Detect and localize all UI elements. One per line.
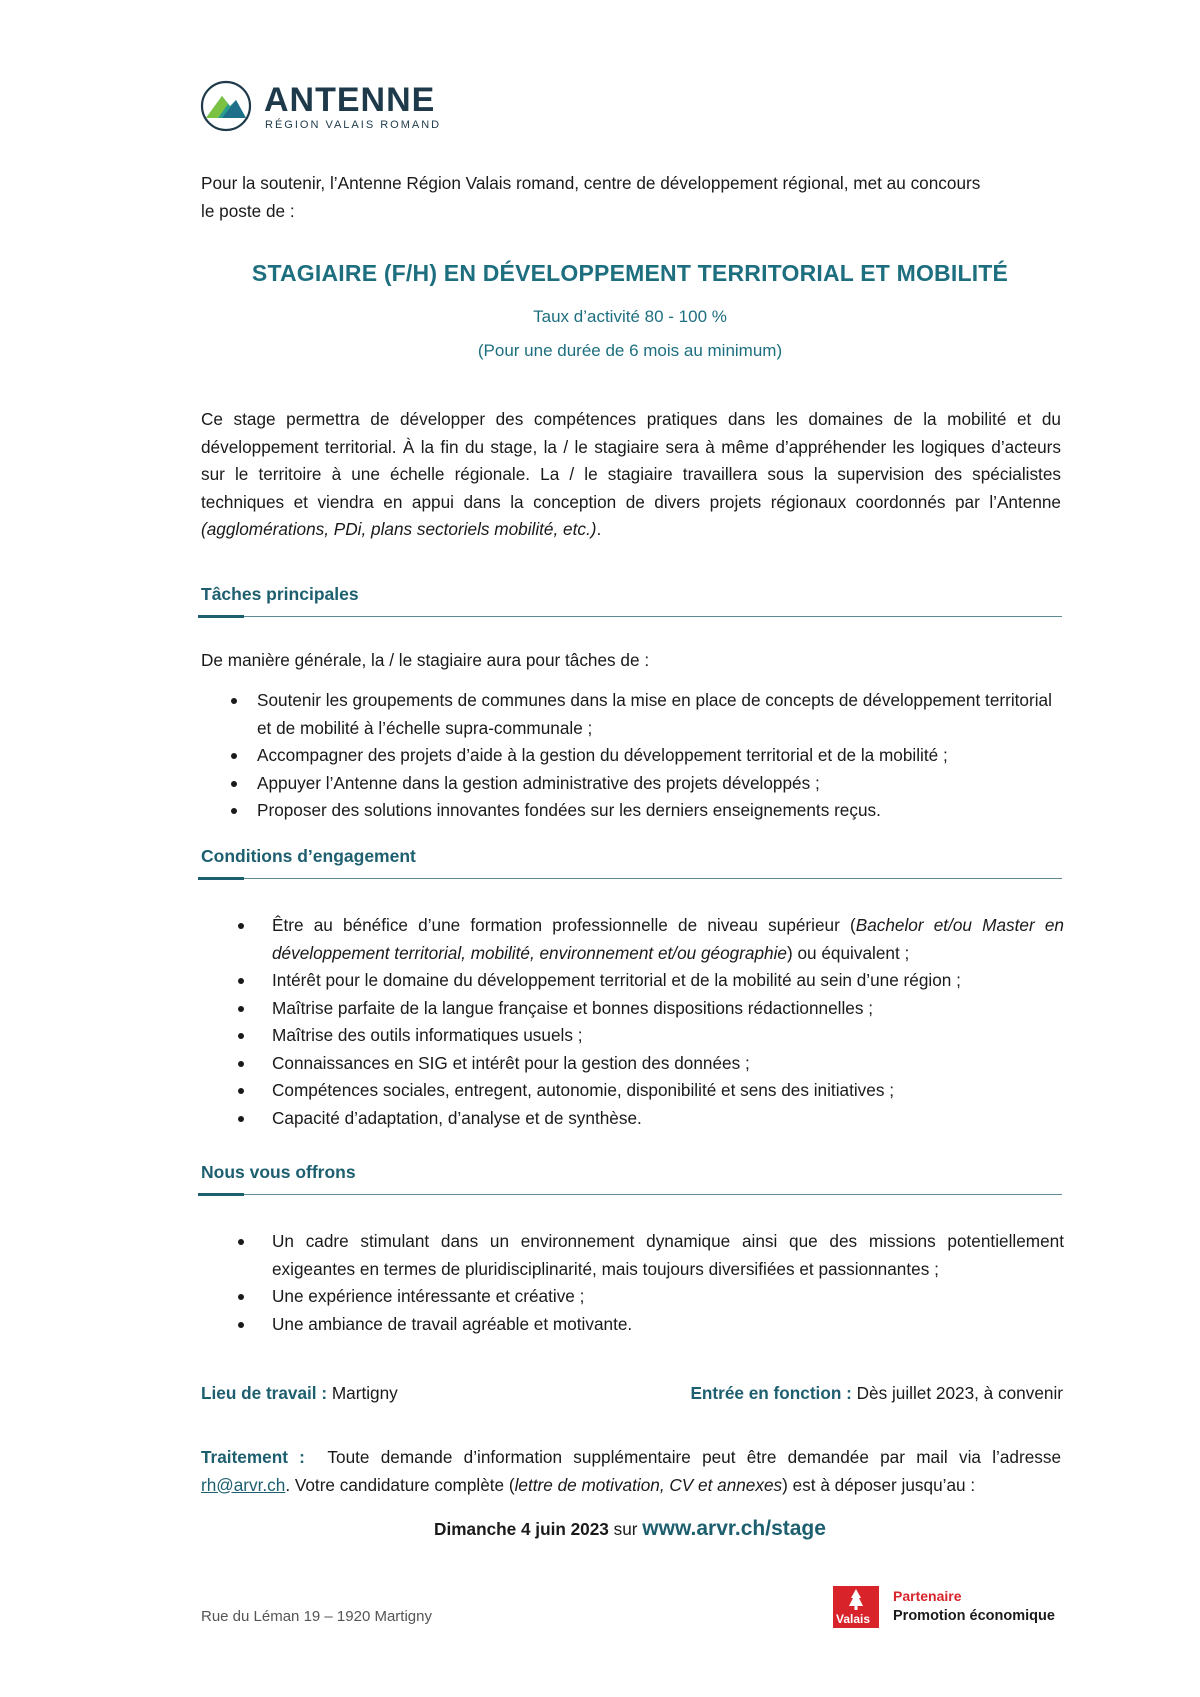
deadline-on: sur: [608, 1519, 643, 1539]
list-item: Maîtrise des outils informatiques usuels ;: [272, 1022, 1064, 1050]
offer-heading: Nous vous offrons: [201, 1162, 356, 1182]
description-paragraph: [201, 406, 1061, 544]
salary-text-2: . Votre candidature complète (: [285, 1474, 515, 1495]
start-value: Dès juillet 2023, à convenir: [851, 1383, 1063, 1403]
description-text: Ce stage permettra de développer des compétences pratiques dans les domaines de la mobilité et du développement territorial. À la fin du stage, la / le stagiaire sera à même d’appréhender les logiques d’acteurs sur le territoire à une échelle régionale. La / le stagiaire travaillera sous la supervision des spécialistes techniques et viendra en appui dans la conception de divers projets régionaux coordonnés par l’Antenne: [201, 409, 1061, 512]
logo-name: ANTENNE: [264, 81, 436, 119]
salary-text-3: ) est à déposer jusqu’au :: [782, 1474, 976, 1495]
workplace: [201, 1380, 398, 1408]
job-title: STAGIAIRE (F/H) EN DÉVELOPPEMENT TERRITORIAL ET MOBILITÉ: [251, 260, 1009, 286]
start-label: Entrée en fonction :: [690, 1383, 852, 1403]
tasks-heading: Tâches principales: [201, 584, 359, 604]
logo-subtitle: RÉGION VALAIS ROMAND: [265, 119, 442, 131]
list-item: Intérêt pour le domaine du développement territorial et de la mobilité au sein d’une région ;: [272, 967, 1064, 995]
list-item: Compétences sociales, entregent, autonomie, disponibilité et sens des initiatives ;: [272, 1077, 1064, 1105]
footer-address: Rue du Léman 19 – 1920 Martigny: [201, 1608, 432, 1625]
salary-label: Traitement :: [201, 1447, 305, 1467]
list-item: Connaissances en SIG et intérêt pour la gestion des données ;: [272, 1050, 1064, 1078]
list-item: Être au bénéfice d’une formation professionnelle de niveau supérieur (Bachelor et/ou Master en développement territorial, mobilité, environnement et/ou géographie) ou équivalent ;: [272, 912, 1064, 967]
tasks-divider: [198, 616, 1062, 617]
workplace-label: Lieu de travail :: [201, 1383, 328, 1403]
start-date: [690, 1380, 1063, 1408]
salary-paragraph: [201, 1444, 1061, 1499]
tasks-list: [257, 687, 1063, 825]
list-item: Accompagner des projets d’aide à la gestion du développement territorial et de la mobilité ;: [257, 742, 1063, 770]
internship-duration: (Pour une durée de 6 mois au minimum): [477, 341, 783, 360]
antenne-logo: [200, 78, 450, 136]
deadline: [150, 1515, 1110, 1544]
partner-line-1: Partenaire: [893, 1588, 962, 1604]
tasks-lead: De manière générale, la / le stagiaire aura pour tâches de :: [201, 650, 650, 670]
list-item: Appuyer l’Antenne dans la gestion administrative des projets développés ;: [257, 770, 1063, 798]
list-item: Une expérience intéressante et créative ;: [272, 1283, 1064, 1311]
list-item: Soutenir les groupements de communes dans la mise en place de concepts de développement territorial et de mobilité à l’échelle supra-communale ;: [257, 687, 1063, 742]
valais-badge: [833, 1586, 879, 1628]
valais-icon: [833, 1586, 879, 1612]
intro-line-1: Pour la soutenir, l’Antenne Région Valais romand, centre de développement régional, met au concours: [201, 173, 981, 193]
description-end: .: [596, 519, 602, 539]
conditions-heading: Conditions d’engagement: [201, 846, 416, 866]
description-italic: (agglomérations, PDi, plans sectoriels mobilité, etc.): [201, 519, 597, 539]
list-item: Maîtrise parfaite de la langue française et bonnes dispositions rédactionnelles ;: [272, 995, 1064, 1023]
conditions-list: [272, 912, 1064, 1132]
intro-paragraph: [201, 170, 1061, 225]
list-item: Capacité d’adaptation, d’analyse et de synthèse.: [272, 1105, 1064, 1133]
salary-text-1: Toute demande d’information supplémentaire peut être demandée par mail via l’adresse: [327, 1447, 1061, 1467]
list-item: Un cadre stimulant dans un environnement dynamique ainsi que des missions potentiellement exigeantes en termes de pluridisciplinarité, mais toujours diversifiées et passionnantes ;: [272, 1228, 1064, 1283]
valais-label: Valais: [836, 1612, 871, 1626]
workplace-value: Martigny: [327, 1383, 398, 1403]
offer-list: [272, 1228, 1064, 1338]
intro-line-2: le poste de :: [201, 200, 295, 221]
offer-divider: [198, 1194, 1062, 1195]
email-link[interactable]: rh@arvr.ch: [201, 1474, 286, 1495]
antenne-mountain-icon: [200, 80, 252, 132]
list-item: Une ambiance de travail agréable et motivante.: [272, 1311, 1064, 1339]
valais-partner-logo: [833, 1586, 1073, 1634]
activity-rate: Taux d’activité 80 - 100 %: [533, 307, 727, 326]
salary-italic: lettre de motivation, CV et annexes: [514, 1474, 783, 1495]
deadline-date: Dimanche 4 juin 2023: [434, 1519, 609, 1539]
list-item: Proposer des solutions innovantes fondées sur les derniers enseignements reçus.: [257, 797, 1063, 825]
apply-url-link[interactable]: www.arvr.ch/stage: [642, 1517, 826, 1540]
conditions-divider: [198, 878, 1062, 879]
partner-line-2: Promotion économique: [893, 1608, 1055, 1624]
